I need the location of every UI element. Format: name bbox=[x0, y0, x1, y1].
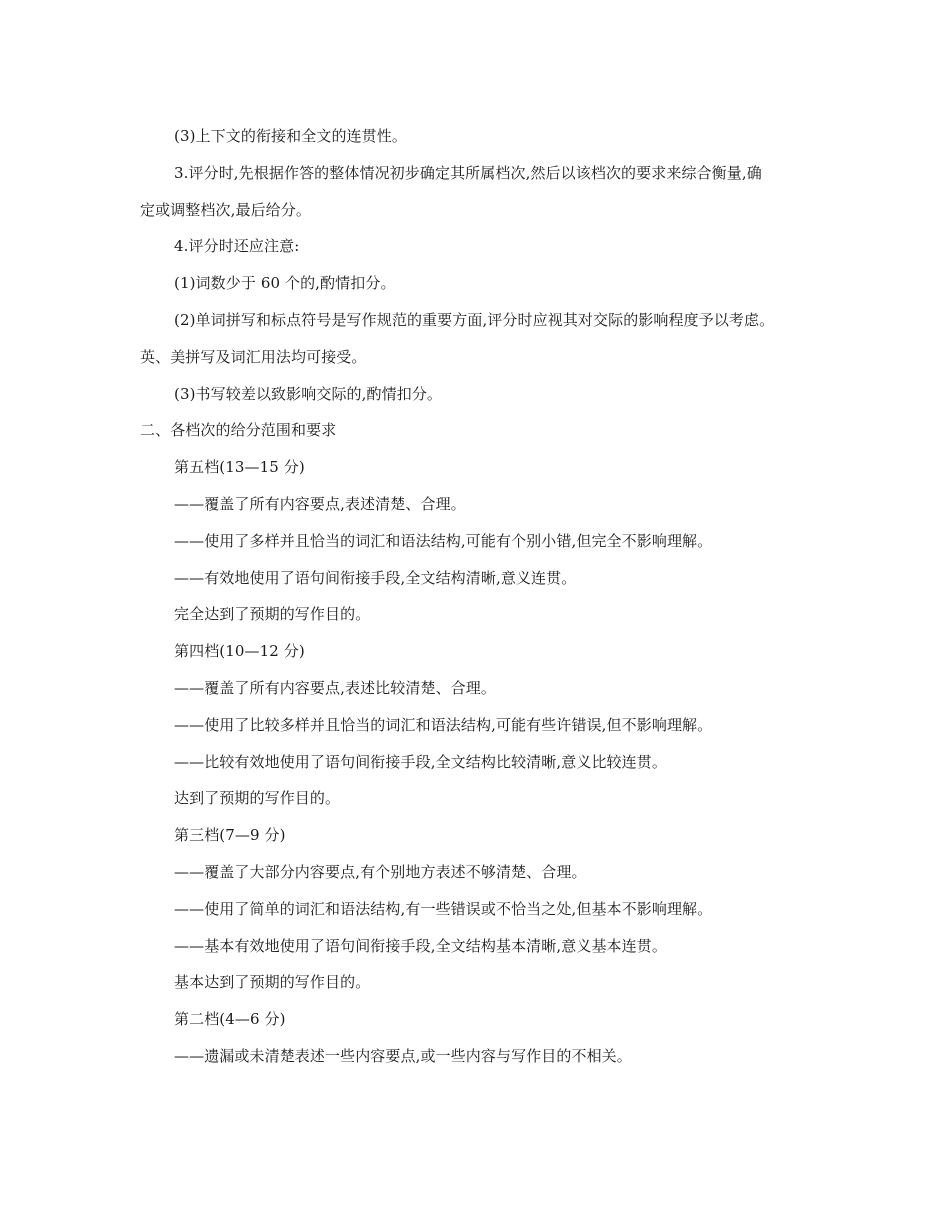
text-line: ——有效地使用了语句间衔接手段,全文结构清晰,意义连贯。 bbox=[174, 568, 577, 587]
text-line: 4.评分时还应注意: bbox=[174, 237, 300, 256]
text-line: 完全达到了预期的写作目的。 bbox=[174, 605, 371, 624]
text-line: 达到了预期的写作目的。 bbox=[174, 789, 341, 808]
text-line: 第五档(13—15 分) bbox=[174, 458, 305, 477]
text-line: 定或调整档次,最后给分。 bbox=[140, 200, 311, 219]
text-line: ——覆盖了大部分内容要点,有个别地方表述不够清楚、合理。 bbox=[174, 862, 587, 881]
text-line: ——覆盖了所有内容要点,表述比较清楚、合理。 bbox=[174, 678, 496, 697]
text-line: ——遗漏或未清楚表述一些内容要点,或一些内容与写作目的不相关。 bbox=[174, 1046, 632, 1065]
text-line: 第三档(7—9 分) bbox=[174, 826, 286, 845]
text-line: ——使用了多样并且恰当的词汇和语法结构,可能有个别小错,但完全不影响理解。 bbox=[174, 531, 713, 550]
text-line: 第四档(10—12 分) bbox=[174, 642, 305, 661]
text-line: 基本达到了预期的写作目的。 bbox=[174, 973, 371, 992]
text-line: ——基本有效地使用了语句间衔接手段,全文结构基本清晰,意义基本连贯。 bbox=[174, 936, 667, 955]
text-line: 英、美拼写及词汇用法均可接受。 bbox=[140, 347, 367, 366]
text-line: (3)上下文的衔接和全文的连贯性。 bbox=[174, 127, 407, 145]
text-line: ——覆盖了所有内容要点,表述清楚、合理。 bbox=[174, 494, 466, 513]
text-line: ——比较有效地使用了语句间衔接手段,全文结构比较清晰,意义比较连贯。 bbox=[174, 752, 667, 771]
text-line: 第二档(4—6 分) bbox=[174, 1010, 286, 1029]
text-line: ——使用了比较多样并且恰当的词汇和语法结构,可能有些许错误,但不影响理解。 bbox=[174, 715, 713, 734]
text-line: 3.评分时,先根据作答的整体情况初步确定其所属档次,然后以该档次的要求来综合衡量,确 bbox=[174, 163, 762, 182]
text-line: (2)单词拼写和标点符号是写作规范的重要方面,评分时应视其对交际的影响程度予以考虑。 bbox=[174, 310, 775, 329]
document-body bbox=[140, 118, 820, 1075]
text-line: (3)书写较差以致影响交际的,酌情扣分。 bbox=[174, 384, 443, 403]
text-line: (1)词数少于 60 个的,酌情扣分。 bbox=[174, 274, 396, 293]
text-line: ——使用了简单的词汇和语法结构,有一些错误或不恰当之处,但基本不影响理解。 bbox=[174, 899, 713, 918]
text-line: 二、各档次的给分范围和要求 bbox=[140, 421, 337, 440]
